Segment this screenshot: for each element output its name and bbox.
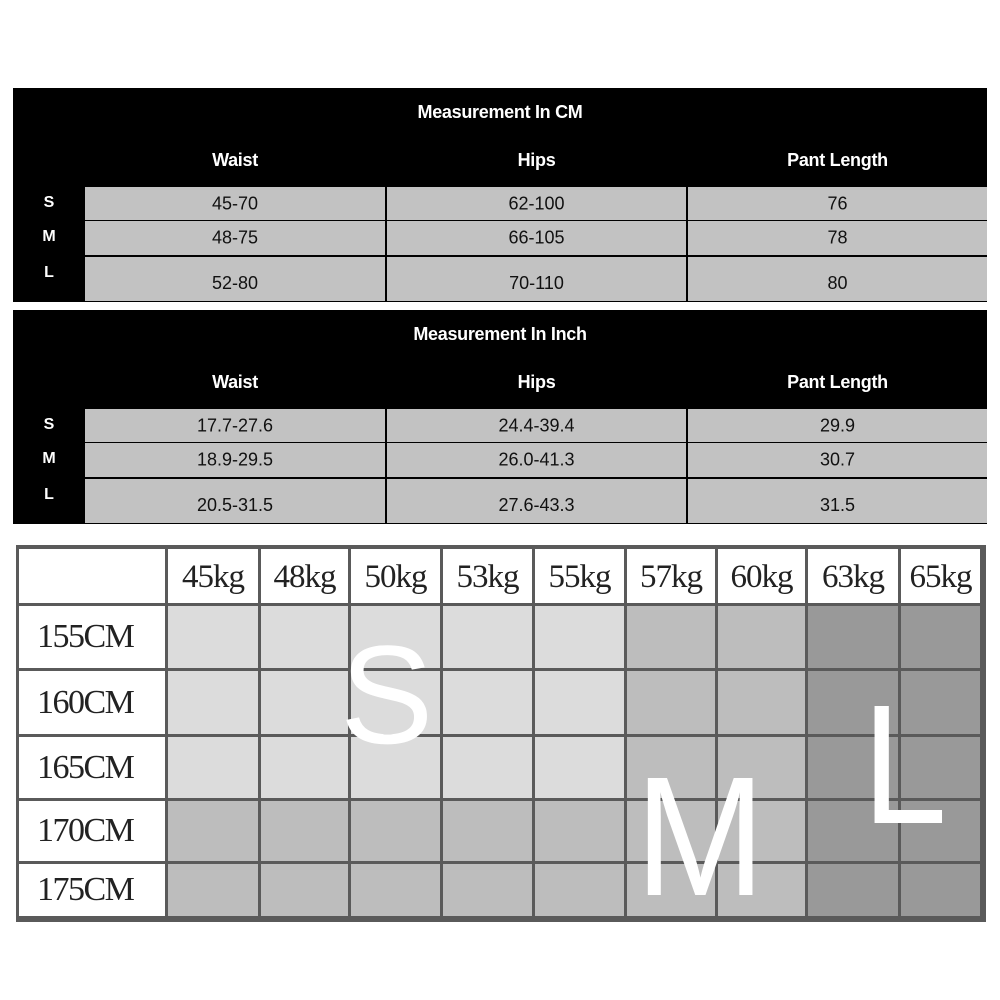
grid-corner-cell bbox=[19, 549, 165, 603]
column-header: Pant Length bbox=[787, 372, 888, 392]
weight-header-cell bbox=[535, 549, 624, 603]
weight-label: 65kg bbox=[909, 559, 972, 595]
size-cell bbox=[443, 671, 532, 734]
weight-label: 53kg bbox=[456, 559, 519, 595]
weight-label: 50kg bbox=[364, 559, 427, 595]
table-cell bbox=[85, 443, 385, 477]
weight-label: 48kg bbox=[273, 559, 336, 595]
cell-value: 48-75 bbox=[211, 227, 259, 248]
size-cell bbox=[351, 864, 440, 916]
size-cell bbox=[901, 864, 980, 916]
table-title: Measurement In CM bbox=[417, 102, 583, 122]
size-overlay-letter: S bbox=[340, 616, 434, 773]
table-cell bbox=[85, 187, 385, 220]
height-header-cell bbox=[19, 606, 165, 668]
weight-header-cell bbox=[901, 549, 980, 603]
size-overlay-letter: M bbox=[635, 742, 766, 932]
weight-label: 55kg bbox=[548, 559, 611, 595]
size-cell bbox=[535, 671, 624, 734]
size-cell bbox=[261, 864, 348, 916]
table-cell bbox=[387, 443, 686, 477]
table-cell bbox=[688, 187, 987, 220]
height-header-cell bbox=[19, 801, 165, 861]
cell-value: 76 bbox=[827, 193, 848, 213]
weight-header-cell bbox=[808, 549, 898, 603]
size-label: S bbox=[43, 416, 55, 433]
table-cell bbox=[85, 257, 385, 301]
size-cell bbox=[261, 606, 348, 668]
size-cell bbox=[808, 864, 898, 916]
size-cell bbox=[261, 671, 348, 734]
table-cell bbox=[387, 409, 686, 442]
cell-value: 17.7-27.6 bbox=[196, 415, 274, 435]
weight-header-cell bbox=[351, 549, 440, 603]
weight-header-cell bbox=[168, 549, 258, 603]
weight-header-cell bbox=[443, 549, 532, 603]
cell-value: 70-110 bbox=[509, 273, 564, 293]
size-cell bbox=[718, 671, 805, 734]
size-cell bbox=[261, 737, 348, 798]
cm-measurement-table bbox=[13, 88, 987, 302]
cell-value: 27.6-43.3 bbox=[498, 495, 575, 515]
weight-label: 57kg bbox=[640, 559, 702, 595]
weight-header-cell bbox=[718, 549, 805, 603]
height-header-cell bbox=[19, 737, 165, 798]
size-cell bbox=[808, 606, 898, 668]
cell-value: 24.4-39.4 bbox=[498, 415, 575, 435]
size-cell bbox=[168, 671, 258, 734]
table-cell bbox=[688, 479, 987, 523]
height-label: 155CM bbox=[37, 618, 134, 655]
size-cell bbox=[168, 801, 258, 861]
size-cell bbox=[168, 606, 258, 668]
size-cell bbox=[261, 801, 348, 861]
size-overlay-letter: L bbox=[862, 670, 948, 860]
size-cell bbox=[168, 864, 258, 916]
height-header-cell bbox=[19, 671, 165, 734]
cell-value: 20.5-31.5 bbox=[196, 495, 274, 515]
cell-value: 62-100 bbox=[508, 193, 565, 213]
size-cell bbox=[535, 737, 624, 798]
column-header: Pant Length bbox=[787, 150, 888, 170]
weight-label: 45kg bbox=[182, 559, 244, 595]
size-label: S bbox=[43, 194, 55, 211]
height-label: 165CM bbox=[37, 748, 134, 786]
size-cell bbox=[901, 606, 980, 668]
cell-value: 52-80 bbox=[211, 273, 259, 293]
weight-height-size-grid bbox=[16, 545, 986, 932]
cell-value: 80 bbox=[827, 273, 848, 293]
table-cell bbox=[688, 257, 987, 301]
column-header: Waist bbox=[212, 372, 258, 392]
size-label: L bbox=[44, 264, 54, 281]
size-cell bbox=[443, 737, 532, 798]
size-cell bbox=[718, 606, 805, 668]
table-cell bbox=[387, 479, 686, 523]
size-cell bbox=[443, 606, 532, 668]
table-cell bbox=[387, 257, 686, 301]
cell-value: 26.0-41.3 bbox=[498, 449, 575, 470]
column-header: Hips bbox=[517, 150, 556, 170]
cell-value: 66-105 bbox=[508, 227, 565, 248]
cell-value: 78 bbox=[827, 227, 848, 248]
size-cell bbox=[168, 737, 258, 798]
size-label: M bbox=[42, 228, 56, 245]
table-cell bbox=[387, 221, 686, 255]
size-cell bbox=[351, 801, 440, 861]
table-cell bbox=[688, 443, 987, 477]
weight-label: 63kg bbox=[822, 559, 884, 595]
cell-value: 29.9 bbox=[819, 415, 856, 435]
column-header: Hips bbox=[517, 372, 556, 392]
size-cell bbox=[627, 671, 715, 734]
cell-value: 30.7 bbox=[819, 449, 856, 470]
height-header-cell bbox=[19, 864, 165, 916]
size-cell bbox=[535, 801, 624, 861]
table-cell bbox=[85, 221, 385, 255]
size-cell bbox=[627, 606, 715, 668]
height-label: 170CM bbox=[37, 812, 134, 849]
table-cell bbox=[688, 409, 987, 442]
table-cell bbox=[688, 221, 987, 255]
cell-value: 45-70 bbox=[211, 193, 259, 213]
cell-value: 31.5 bbox=[819, 495, 856, 515]
size-label: L bbox=[44, 486, 54, 503]
height-label: 175CM bbox=[37, 871, 134, 908]
table-cell bbox=[85, 409, 385, 442]
height-label: 160CM bbox=[37, 683, 134, 721]
size-cell bbox=[443, 864, 532, 916]
weight-header-cell bbox=[261, 549, 348, 603]
size-cell bbox=[535, 864, 624, 916]
weight-header-cell bbox=[627, 549, 715, 603]
size-cell bbox=[443, 801, 532, 861]
table-cell bbox=[85, 479, 385, 523]
column-header: Waist bbox=[212, 150, 258, 170]
cell-value: 18.9-29.5 bbox=[196, 449, 274, 470]
table-title: Measurement In Inch bbox=[413, 324, 587, 344]
inch-measurement-table bbox=[13, 310, 987, 524]
weight-label: 60kg bbox=[730, 559, 793, 595]
size-cell bbox=[535, 606, 624, 668]
table-cell bbox=[387, 187, 686, 220]
size-label: M bbox=[42, 450, 56, 467]
